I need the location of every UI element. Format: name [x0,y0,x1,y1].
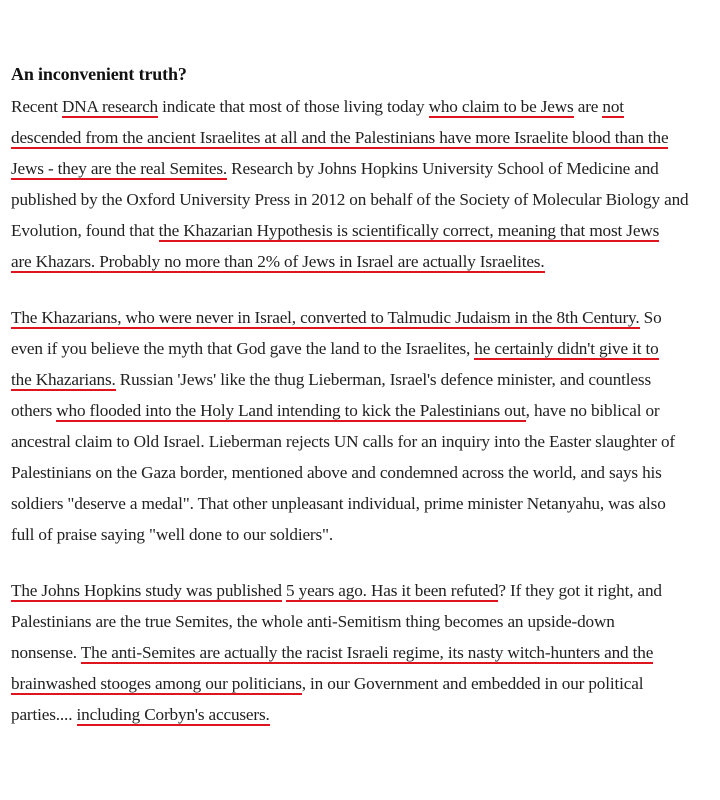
text-segment: Palestinians on the Gaza border, mentioned above and condemned across the world, and says his [11,463,662,482]
article-line [11,368,651,392]
underlined-phrase: DNA research [61,97,158,116]
text-segment: Research by Johns Hopkins University School of Medicine and [227,159,659,178]
underlined-phrase: not [602,97,624,116]
underlined-phrase: Jews - they are the real Semites. [11,159,228,178]
text-segment: published by the Oxford University Press in 2012 on behalf of the Society of Molecular Biology and [11,190,689,209]
article-line [11,157,659,181]
text-segment: Recent [11,97,62,116]
text-segment: indicate that most of those living today [158,97,429,116]
article-line [11,703,270,727]
article-line [11,399,660,423]
underlined-phrase: The anti-Semites are actually the racist Israeli regime, its nasty witch-hunters and the [80,643,654,662]
underlined-phrase: he certainly didn't give it to [474,339,659,358]
underlined-phrase: the Khazarians. [11,370,116,389]
article-line [11,461,662,485]
article-line [11,188,688,212]
text-segment: full of praise saying "well done to our soldiers". [11,525,334,544]
text-segment: even if you believe the myth that God gave the land to the Israelites, [11,339,475,358]
underlined-phrase: who claim to be Jews [428,97,574,116]
article-line [11,337,659,361]
article-line [11,523,333,547]
article-line [11,579,662,603]
underlined-phrase: The Khazarians, who were never in Israel, converted to Talmudic Judaism in the 8th Century. [11,308,640,327]
article-line [11,672,643,696]
article-line [11,430,675,454]
underlined-phrase: including Corbyn's accusers. [76,705,270,724]
article-line [11,219,659,243]
underlined-phrase: are Khazars. Probably no more than 2% of Jews in Israel are actually Israelites. [11,252,545,271]
text-segment: ancestral claim to Old Israel. Lieberman rejects UN calls for an inquiry into the Easter slaughter of [11,432,675,451]
text-segment: Russian 'Jews' like the thug Lieberman, Israel's defence minister, and countless [115,370,651,389]
article-line [11,95,624,119]
underlined-phrase: The Johns Hopkins study was published [11,581,282,600]
text-segment: soldiers "deserve a medal". That other unpleasant individual, prime minister Netanyahu, was also [11,494,666,513]
article-line [11,126,668,150]
underlined-phrase: 5 years ago. Has it been refuted [286,581,499,600]
article-line [11,250,545,274]
text-segment: Palestinians are the true Semites, the whole anti-Semitism thing becomes an upside-down [11,612,615,631]
text-segment: So [639,308,662,327]
underlined-phrase: who flooded into the Holy Land intending to kick the Palestinians out [56,401,526,420]
text-segment: , have no biblical or [525,401,660,420]
text-segment: , in our Government and embedded in our political [301,674,644,693]
text-segment: parties.... [11,705,77,724]
underlined-phrase: descended from the ancient Israelites at all and the Palestinians have more Israelite blood than the [11,128,669,147]
underlined-phrase: brainwashed stooges among our politicians [11,674,302,693]
article-title: An inconvenient truth? [11,64,187,84]
text-segment: ? If they got it right, and [498,581,662,600]
article-line [11,492,666,516]
underlined-phrase: the Khazarian Hypothesis is scientifically correct, meaning that most Jews [158,221,660,240]
article-line [11,306,662,330]
article-line [11,610,615,634]
article-line [11,641,653,665]
text-segment: Evolution, found that [11,221,159,240]
text-segment: are [573,97,603,116]
text-segment: others [11,401,57,420]
text-segment: nonsense. [11,643,81,662]
